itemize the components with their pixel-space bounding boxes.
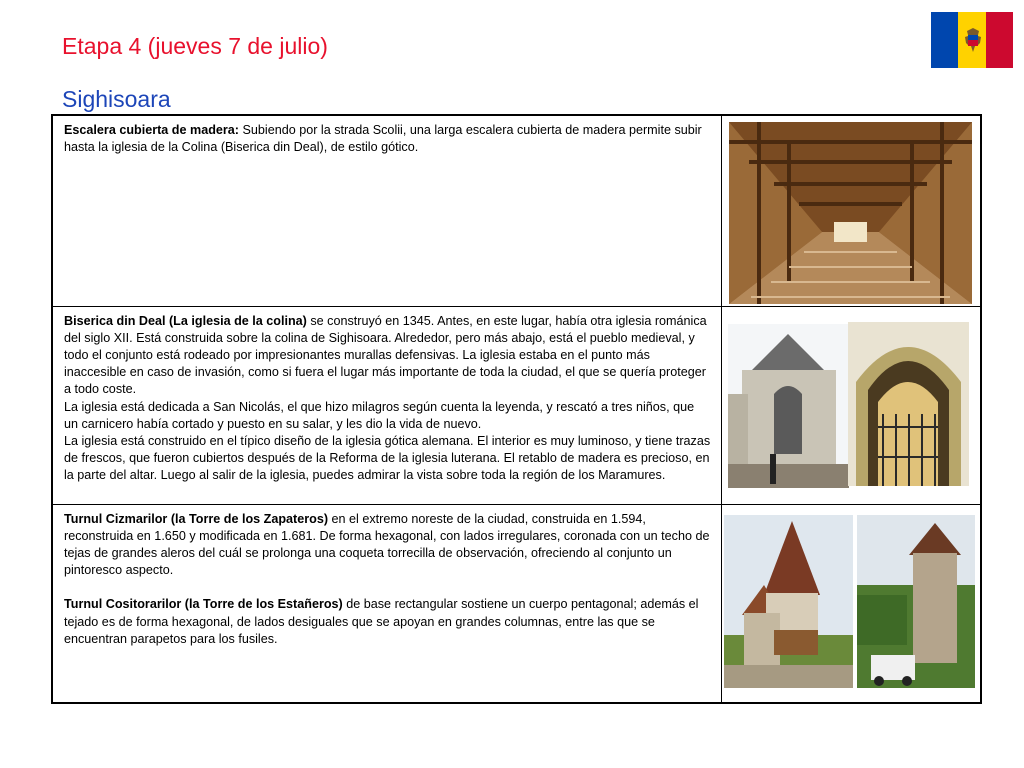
row-heading: Turnul Cositorarilor (la Torre de los Estañeros) <box>64 597 343 612</box>
shoemakers-tower-photo <box>724 515 853 688</box>
content-table <box>51 114 982 704</box>
row-text: de base rectangular sostiene un cuerpo pentagonal; además el tejado es de forma hexagonal, de lados desiguales que se apoyan en grandes columnas, entre las que se encuentran parapetos para los fusiles. <box>64 597 699 646</box>
row-text: La iglesia está construido en el típico diseño de la iglesia gótica alemana. El interior es muy luminoso, y tiene trazas de frescos, que fueron cubiertos después de la Reforma de la iglesia luterana. El retablo de madera es precioso, en la parte del altar. Luego al salir de la iglesia, puedes admirar la vista sobre toda la región de los Maramures. <box>64 433 711 483</box>
text-cell <box>52 115 722 306</box>
row-text: Subiendo por la strada Scolii, una larga escalera cubierta de madera permite subir hasta la iglesia de la Colina (Biserica din Deal), de estilo gótico. <box>64 123 702 155</box>
image-cell <box>722 504 982 703</box>
row-heading: Turnul Cizmarilor (la Torre de los Zapateros) <box>64 511 329 526</box>
row-text: en el extremo noreste de la ciudad, construida en 1.594, reconstruida en 1.650 y modificada en 1.681. De forma hexagonal, con lados irregulares, coronada con un techo de tejas de grandes aleros del cuál se prolonga una coqueta torrecilla de observación, ofreciendo al conjunto un pintoresco aspecto. <box>64 511 710 578</box>
text-cell <box>52 306 722 504</box>
church-gothic-door-photo <box>848 322 969 486</box>
text-cell <box>52 504 722 703</box>
row-text: La iglesia está dedicada a San Nicolás, el que hizo milagros según cuenta la leyenda, y rescató a tres niños, que un carnicero había cortado y puesto en su salar, y les dio la vida de nuevo. <box>64 399 695 431</box>
table-row <box>52 115 981 306</box>
row-heading: Escalera cubierta de madera: <box>64 123 240 137</box>
page-subtitle: Sighisoara <box>62 86 171 112</box>
tinsmiths-tower-photo <box>857 515 975 688</box>
page-title: Etapa 4 (jueves 7 de julio) <box>62 33 328 59</box>
church-exterior-photo <box>728 324 849 488</box>
table-row <box>52 306 981 504</box>
covered-wooden-staircase-photo <box>729 122 972 304</box>
flag-red-band <box>986 12 1013 68</box>
row-text: se construyó en 1345. Antes, en este lugar, había otra iglesia románica del siglo XII. Está construida sobre la colina de Sighisoara. Alrededor, pero más abajo, está el pueblo medieval, y todo el conjunto está rodeado por impresionantes murallas defensivas. La iglesia estaba en el punto más inaccesible en caso de invasión, como si fuera el lugar más importante de toda la ciudad, el que se quería proteger a todo coste. <box>64 313 707 397</box>
coat-of-arms-icon <box>965 27 981 53</box>
moldova-flag <box>931 12 1013 68</box>
image-cell <box>722 306 982 504</box>
table-row <box>52 504 981 703</box>
image-cell <box>722 115 982 306</box>
flag-blue-band <box>931 12 958 68</box>
row-heading: Biserica din Deal (La iglesia de la colina) <box>64 313 307 328</box>
